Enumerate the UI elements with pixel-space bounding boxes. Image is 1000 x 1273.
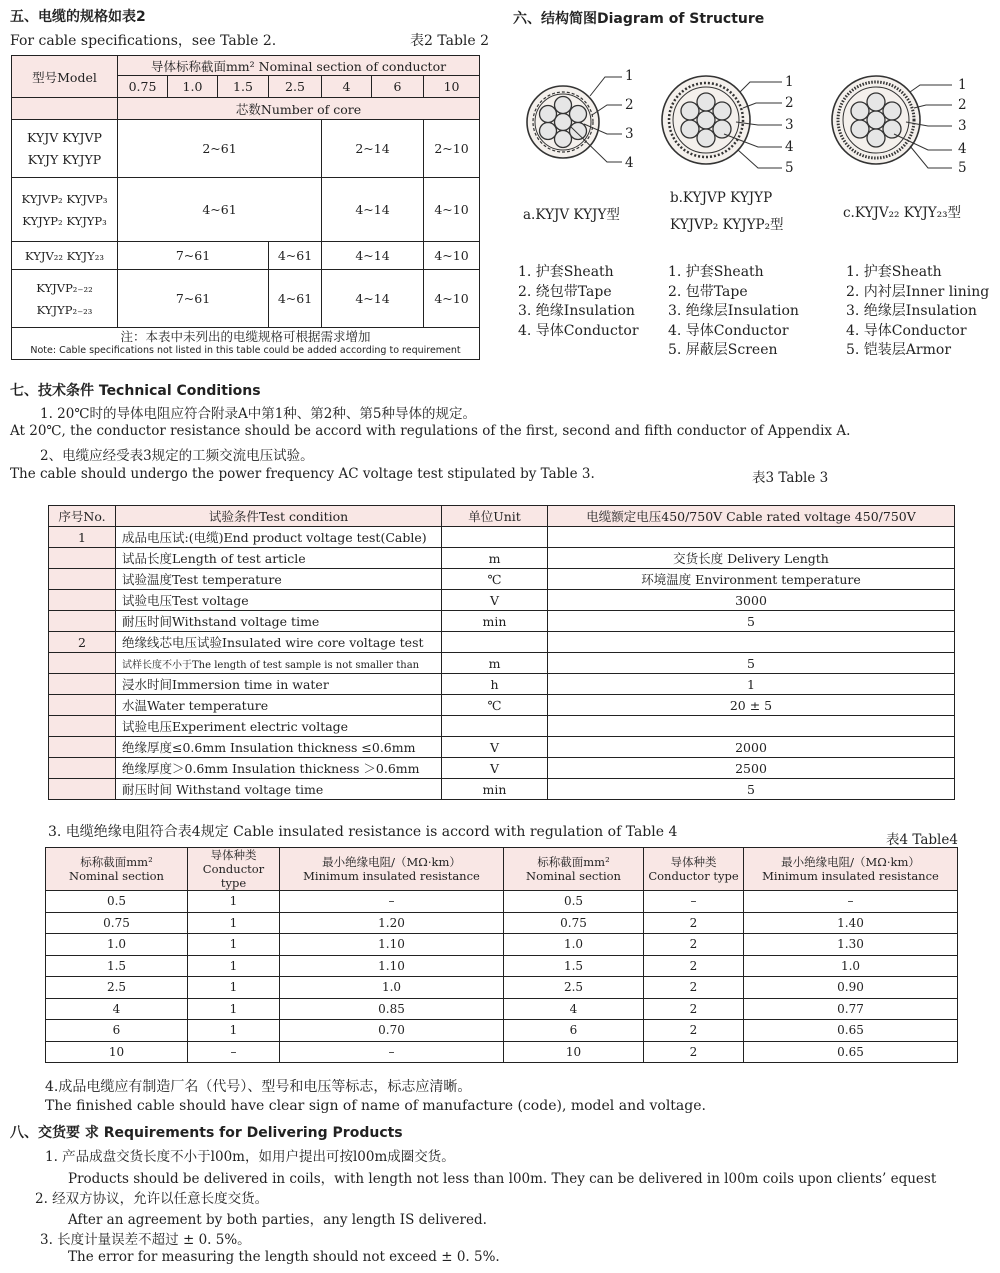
legend-item: 1. 护套Sheath xyxy=(846,264,942,280)
table-row xyxy=(46,912,958,934)
p2-en: The cable should undergo the power frequency AC voltage test stipulated by Table 3. xyxy=(10,466,595,482)
core-cell: 4~61 xyxy=(269,242,322,270)
model-line: KYJYP₂ KYJYP₃ xyxy=(22,213,107,228)
legend-a xyxy=(518,263,639,341)
t3-unit: V xyxy=(442,590,548,611)
t4-resistance: 1.20 xyxy=(280,912,504,934)
t4-resistance: 0.65 xyxy=(744,1020,958,1042)
t4-type: 2 xyxy=(644,1041,744,1063)
t3-cond: 试样长度不小于The length of test sample is not smaller than xyxy=(116,653,442,674)
note-en: Note: Cable specifications not listed in this table could be added according to requirement xyxy=(30,344,461,356)
t4-type: 2 xyxy=(644,955,744,977)
t4-type: 2 xyxy=(644,977,744,999)
table3 xyxy=(48,505,955,800)
t4-resistance: – xyxy=(744,891,958,913)
t3-cond: 耐压时间Withstand voltage time xyxy=(116,611,442,632)
t3-no xyxy=(49,611,116,632)
table-row xyxy=(49,653,955,674)
p4-en: The finished cable should have clear sign of name of manufacture (code), model and voltage. xyxy=(45,1098,706,1114)
t3-val: 2000 xyxy=(548,737,955,758)
table-row xyxy=(49,737,955,758)
t4-type: 1 xyxy=(188,955,280,977)
i3-cn: 3. 长度计量误差不超过 ± 0. 5%。 xyxy=(40,1232,251,1248)
t4-header-type: 导体种类 Conductor type xyxy=(188,848,280,891)
t4-resistance: – xyxy=(280,1041,504,1063)
model-cell xyxy=(12,270,118,328)
table-row xyxy=(49,674,955,695)
i1-en: Products should be delivered in coils，with length not less than l00m. They can be delivered in l00m coils upon clients’ equest xyxy=(68,1171,937,1187)
t4-section: 1.5 xyxy=(504,955,644,977)
t3-no: 1 xyxy=(49,527,116,548)
section7-heading: 七、技术条件 Technical Conditions xyxy=(10,383,261,399)
table-row xyxy=(46,934,958,956)
t4-header-section: 标称截面mm² Nominal section xyxy=(46,848,188,891)
t3-no xyxy=(49,548,116,569)
t3-cond: 绝缘线芯电压试验Insulated wire core voltage test xyxy=(116,632,442,653)
legend-item: 4. 导体Conductor xyxy=(668,322,789,339)
t4-resistance: 0.77 xyxy=(744,998,958,1020)
t4-resistance: 1.10 xyxy=(280,955,504,977)
core-cell: 4~10 xyxy=(424,242,480,270)
diagram-c xyxy=(830,70,970,185)
table-row xyxy=(49,590,955,611)
table-row xyxy=(46,891,958,913)
table-row xyxy=(46,1041,958,1063)
section-6: 6 xyxy=(372,76,424,98)
callout-b-4: 4 xyxy=(785,139,794,155)
legend-c xyxy=(846,263,989,361)
section8-heading: 八、交货要 求 Requirements for Delivering Products xyxy=(10,1125,403,1141)
t4-resistance: 0.70 xyxy=(280,1020,504,1042)
t4-type: 1 xyxy=(188,934,280,956)
t4-header-type: 导体种类 Conductor type xyxy=(644,848,744,891)
t3-unit: V xyxy=(442,758,548,779)
callout-b-5: 5 xyxy=(785,160,794,176)
table-row xyxy=(49,569,955,590)
model-line: KYJV KYJVP xyxy=(27,129,102,145)
section-4: 4 xyxy=(322,76,372,98)
t4-section: 4 xyxy=(46,998,188,1020)
t4-section: 2.5 xyxy=(504,977,644,999)
t3-unit: min xyxy=(442,611,548,632)
t4-section: 4 xyxy=(504,998,644,1020)
callout-c-5: 5 xyxy=(958,160,967,176)
t3-unit: ℃ xyxy=(442,695,548,716)
model-line: KYJVP₂₋₂₂ xyxy=(36,280,93,295)
t4-type: 2 xyxy=(644,934,744,956)
table-row xyxy=(46,998,958,1020)
callout-b-3: 3 xyxy=(785,117,794,133)
t4-section: 0.75 xyxy=(504,912,644,934)
t3-cond: 成品电压试:(电缆)End product voltage test(Cable) xyxy=(116,527,442,548)
t3-no: 2 xyxy=(49,632,116,653)
t3-cond: 水温Water temperature xyxy=(116,695,442,716)
model-header: 型号Model xyxy=(12,56,118,98)
t4-resistance: 1.10 xyxy=(280,934,504,956)
t3-no xyxy=(49,779,116,800)
t3-val: 3000 xyxy=(548,590,955,611)
table-row xyxy=(49,716,955,737)
callout-b-2: 2 xyxy=(785,95,794,111)
i2-en: After an agreement by both parties，any length IS delivered. xyxy=(68,1212,487,1228)
section-1-5: 1.5 xyxy=(218,76,269,98)
t3-val: 环境温度 Environment temperature xyxy=(548,569,955,590)
section-1-0: 1.0 xyxy=(168,76,218,98)
table-row xyxy=(49,758,955,779)
t4-section: 2.5 xyxy=(46,977,188,999)
callout-a-2: 2 xyxy=(625,97,634,113)
t4-resistance: 1.0 xyxy=(744,955,958,977)
t4-header-resistance: 最小绝缘电阻/（MΩ·km） Minimum insulated resistance xyxy=(280,848,504,891)
t4-section: 1.0 xyxy=(504,934,644,956)
model-cell: KYJV₂₂ KYJY₂₃ xyxy=(12,242,118,270)
t3-val: 5 xyxy=(548,653,955,674)
t4-resistance: 1.40 xyxy=(744,912,958,934)
t3-val: 5 xyxy=(548,611,955,632)
core-cell: 7~61 xyxy=(118,270,269,328)
i1-cn: 1. 产品成盘交货长度不小于l00m，如用户提出可按l00m成圈交货。 xyxy=(45,1149,455,1165)
t3-header-val: 电缆额定电压450/750V Cable rated voltage 450/750V xyxy=(548,506,955,527)
table-row xyxy=(49,611,955,632)
t3-unit: m xyxy=(442,653,548,674)
legend-item: 2. 绕包带Tape xyxy=(518,283,612,300)
legend-item: 4. 导体Conductor xyxy=(846,322,967,339)
core-cell: 2~14 xyxy=(322,120,424,178)
t4-resistance: 0.90 xyxy=(744,977,958,999)
table4 xyxy=(45,847,958,1063)
legend-item: 1. 护套Sheath xyxy=(668,264,764,280)
t3-unit: V xyxy=(442,737,548,758)
t3-val: 20 ± 5 xyxy=(548,695,955,716)
t4-type: 2 xyxy=(644,1020,744,1042)
t4-section: 10 xyxy=(46,1041,188,1063)
t4-type: 1 xyxy=(188,998,280,1020)
callout-b-1: 1 xyxy=(785,74,794,90)
legend-b xyxy=(668,263,799,361)
i3-en: The error for measuring the length should not exceed ± 0. 5%. xyxy=(68,1249,500,1265)
blank-cell xyxy=(12,98,118,120)
t3-unit: ℃ xyxy=(442,569,548,590)
table-row xyxy=(49,632,955,653)
t3-unit xyxy=(442,527,548,548)
p3: 3. 电缆绝缘电阻符合表4规定 Cable insulated resistance is accord with regulation of Table 4 xyxy=(48,824,678,840)
core-header: 芯数Number of core xyxy=(118,98,480,120)
t4-section: 0.5 xyxy=(504,891,644,913)
core-cell: 4~10 xyxy=(424,270,480,328)
core-cell: 4~10 xyxy=(424,178,480,242)
t4-resistance: 0.85 xyxy=(280,998,504,1020)
section6-heading: 六、结构简图Diagram of Structure xyxy=(513,11,765,27)
legend-item: 2. 包带Tape xyxy=(668,283,748,300)
section-header: 导体标称截面mm² Nominal section of conductor xyxy=(118,56,480,76)
table2-note xyxy=(12,328,480,360)
t3-val: 2500 xyxy=(548,758,955,779)
section5-intro: For cable specifications，see Table 2. xyxy=(10,33,277,49)
t4-type: – xyxy=(644,891,744,913)
t3-no xyxy=(49,569,116,590)
core-cell: 4~14 xyxy=(322,178,424,242)
model-line: KYJY KYJYP xyxy=(27,151,102,167)
table2-caption: 表2 Table 2 xyxy=(410,33,490,49)
core-cell: 2~10 xyxy=(424,120,480,178)
t4-resistance: 0.65 xyxy=(744,1041,958,1063)
t4-section: 1.5 xyxy=(46,955,188,977)
callout-c-1: 1 xyxy=(958,77,967,93)
t3-val xyxy=(548,716,955,737)
t3-header-unit: 单位Unit xyxy=(442,506,548,527)
t3-unit xyxy=(442,716,548,737)
core-cell: 4~61 xyxy=(269,270,322,328)
t4-type: 1 xyxy=(188,891,280,913)
note-cn: 注：本表中未列出的电缆规格可根据需求增加 xyxy=(120,328,371,344)
table-row xyxy=(46,955,958,977)
callout-c-2: 2 xyxy=(958,97,967,113)
t3-unit xyxy=(442,632,548,653)
legend-item: 4. 导体Conductor xyxy=(518,322,639,339)
callout-c-3: 3 xyxy=(958,118,967,134)
table-row xyxy=(49,548,955,569)
t3-cond: 试验温度Test temperature xyxy=(116,569,442,590)
legend-item: 1. 护套Sheath xyxy=(518,264,614,280)
t4-section: 6 xyxy=(46,1020,188,1042)
t3-val: 交货长度 Delivery Length xyxy=(548,548,955,569)
diagram-a-caption: a.KYJV KYJY型 xyxy=(523,207,620,223)
model-line: KYJYP₂₋₂₃ xyxy=(36,302,93,317)
table-row xyxy=(49,695,955,716)
core-cell: 7~61 xyxy=(118,242,269,270)
i2-cn: 2. 经双方协议，允许以任意长度交货。 xyxy=(35,1191,269,1207)
t4-section: 0.5 xyxy=(46,891,188,913)
table3-caption: 表3 Table 3 xyxy=(752,470,829,486)
t3-unit: m xyxy=(442,548,548,569)
legend-item: 3. 绝缘Insulation xyxy=(518,303,635,319)
p2-cn: 2、电缆应经受表3规定的工频交流电压试验。 xyxy=(40,448,314,464)
t3-unit: min xyxy=(442,779,548,800)
table-row xyxy=(46,977,958,999)
table2 xyxy=(11,55,480,360)
diagram-a xyxy=(510,60,640,180)
legend-item: 3. 绝缘层Insulation xyxy=(668,303,799,319)
t3-no xyxy=(49,590,116,611)
callout-a-4: 4 xyxy=(625,155,634,171)
t3-cond: 绝缘厚度≤0.6mm Insulation thickness ≤0.6mm xyxy=(116,737,442,758)
t4-header-section: 标称截面mm² Nominal section xyxy=(504,848,644,891)
core-cell: 4~14 xyxy=(322,270,424,328)
section-10: 10 xyxy=(424,76,480,98)
callout-a-1: 1 xyxy=(625,68,634,84)
t3-cond: 耐压时间 Withstand voltage time xyxy=(116,779,442,800)
t4-type: 1 xyxy=(188,977,280,999)
t4-type: 2 xyxy=(644,998,744,1020)
t3-cond: 试验电压Experiment electric voltage xyxy=(116,716,442,737)
t3-val: 5 xyxy=(548,779,955,800)
t3-val xyxy=(548,527,955,548)
t4-type: 1 xyxy=(188,1020,280,1042)
t3-no xyxy=(49,737,116,758)
table-row xyxy=(49,779,955,800)
t3-no xyxy=(49,695,116,716)
callout-c-4: 4 xyxy=(958,141,967,157)
t4-resistance: – xyxy=(280,891,504,913)
t3-no xyxy=(49,716,116,737)
model-cell xyxy=(12,178,118,242)
t3-unit: h xyxy=(442,674,548,695)
p4-cn: 4.成品电缆应有制造厂名（代号）、型号和电压等标志，标志应清晰。 xyxy=(45,1079,472,1095)
t4-type: – xyxy=(188,1041,280,1063)
p1-cn: 1. 20℃时的导体电阻应符合附录A中第1种、第2种、第5种导体的规定。 xyxy=(40,406,476,422)
p1-en: At 20℃, the conductor resistance should be accord with regulations of the first, second and fifth conductor of Appendix A. xyxy=(10,423,851,439)
t4-type: 2 xyxy=(644,912,744,934)
legend-item: 5. 铠装层Armor xyxy=(846,342,952,358)
model-cell xyxy=(12,120,118,178)
core-cell: 2~61 xyxy=(118,120,322,178)
t3-no xyxy=(49,758,116,779)
t4-section: 1.0 xyxy=(46,934,188,956)
t3-no xyxy=(49,653,116,674)
t3-cond: 试品长度Length of test article xyxy=(116,548,442,569)
t3-cond: 浸水时间Immersion time in water xyxy=(116,674,442,695)
diagram-b-caption-2: KYJVP₂ KYJYP₂型 xyxy=(670,217,784,233)
table4-caption: 表4 Table4 xyxy=(886,832,958,848)
diagram-b xyxy=(660,70,800,185)
t4-type: 1 xyxy=(188,912,280,934)
t4-section: 6 xyxy=(504,1020,644,1042)
t3-cond: 绝缘厚度＞0.6mm Insulation thickness ＞0.6mm xyxy=(116,758,442,779)
t3-no xyxy=(49,674,116,695)
legend-item: 5. 屏蔽层Screen xyxy=(668,342,778,358)
t4-section: 10 xyxy=(504,1041,644,1063)
table-row xyxy=(49,527,955,548)
legend-item: 3. 绝缘层Insulation xyxy=(846,303,977,319)
diagram-c-caption: c.KYJV₂₂ KYJY₂₃型 xyxy=(843,205,962,221)
t3-val xyxy=(548,632,955,653)
core-cell: 4~14 xyxy=(322,242,424,270)
t4-resistance: 1.0 xyxy=(280,977,504,999)
t3-cond: 试验电压Test voltage xyxy=(116,590,442,611)
core-cell: 4~61 xyxy=(118,178,322,242)
section-0-75: 0.75 xyxy=(118,76,168,98)
legend-item: 2. 内衬层Inner lining xyxy=(846,283,990,300)
t4-section: 0.75 xyxy=(46,912,188,934)
section5-heading: 五、电缆的规格如表2 xyxy=(10,9,146,25)
table-row xyxy=(46,1020,958,1042)
model-line: KYJVP₂ KYJVP₃ xyxy=(21,191,108,206)
diagram-b-caption-1: b.KYJVP KYJYP xyxy=(670,190,773,206)
t3-val: 1 xyxy=(548,674,955,695)
t3-header-no: 序号No. xyxy=(49,506,116,527)
callout-a-3: 3 xyxy=(625,126,634,142)
t4-resistance: 1.30 xyxy=(744,934,958,956)
t4-header-resistance: 最小绝缘电阻/（MΩ·km） Minimum insulated resistance xyxy=(744,848,958,891)
section-2-5: 2.5 xyxy=(269,76,322,98)
t3-header-cond: 试验条件Test condition xyxy=(116,506,442,527)
